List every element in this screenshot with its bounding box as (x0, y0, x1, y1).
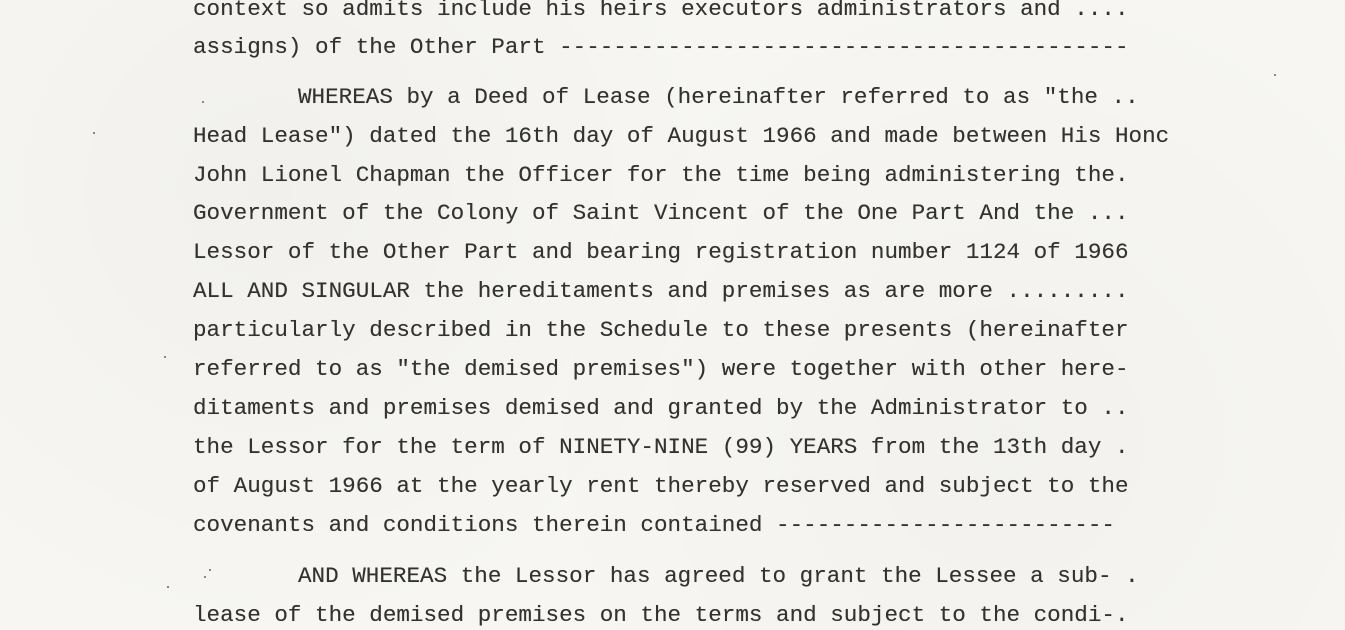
speck-mark (164, 356, 166, 358)
document-line: WHEREAS by a Deed of Lease (hereinafter referred to as "the .. (298, 84, 1139, 110)
speck-mark (1274, 74, 1276, 76)
document-line: particularly described in the Schedule to these presents (hereinafter (193, 317, 1129, 343)
document-line: covenants and conditions therein contained ------------------------- (193, 512, 1115, 538)
document-line: AND WHEREAS the Lessor has agreed to grant the Lessee a sub- . (298, 563, 1139, 589)
document-line: Lessor of the Other Part and bearing registration number 1124 of 1966 (193, 239, 1129, 265)
document-line: Government of the Colony of Saint Vincent of the One Part And the ... (193, 200, 1129, 226)
document-line: John Lionel Chapman the Officer for the time being administering the. (193, 162, 1129, 188)
speck-mark (209, 569, 211, 571)
document-line: ALL AND SINGULAR the hereditaments and premises as are more ......... (193, 278, 1129, 304)
document-line: referred to as "the demised premises") were together with other here- (193, 356, 1129, 382)
document-line: ditaments and premises demised and granted by the Administrator to .. (193, 395, 1129, 421)
speck-mark (204, 576, 206, 578)
document-line: the Lessor for the term of NINETY-NINE (99) YEARS from the 13th day . (193, 434, 1129, 460)
speck-mark (93, 132, 95, 134)
document-line: lease of the demised premises on the terms and subject to the condi-. (193, 602, 1129, 628)
document-line: Head Lease") dated the 16th day of August 1966 and made between His Honc (193, 123, 1170, 149)
document-line: context so admits include his heirs executors administrators and .... (193, 0, 1129, 22)
speck-mark (167, 586, 169, 588)
document-line: assigns) of the Other Part ------------------------------------------ (193, 34, 1129, 60)
document-line: of August 1966 at the yearly rent thereby reserved and subject to the (193, 473, 1129, 499)
speck-mark (202, 101, 204, 103)
